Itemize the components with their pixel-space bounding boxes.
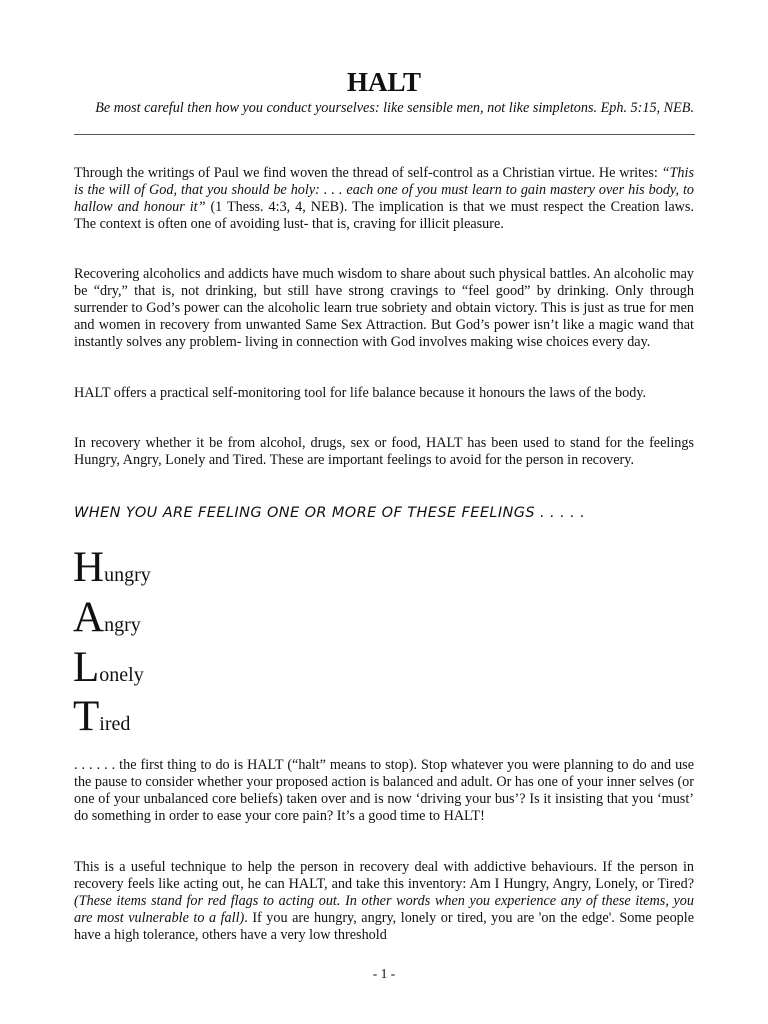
paragraph-3: HALT offers a practical self-monitoring tool for life balance because it honours the laws of the body. <box>74 385 647 401</box>
epigraph: Be most careful then how you conduct yourselves: like sensible men, not like simpletons. Eph. 5:15, NEB. <box>95 100 694 116</box>
acrostic-tired <box>73 693 130 741</box>
paragraph-6 <box>74 859 694 944</box>
paragraph-2: Recovering alcoholics and addicts have much wisdom to share about such physical battles. An alcoholic may be “dry,” that is, not drinking, but still have strong cravings to “feel good” by drinking. Only through surrender to God’s power can the alcoholic learn true sobriety and obtain victory. This is just as true for men and women in recovery from unwanted Same Sex Attraction. But God’s power isn’t like a magic wand that instantly solves any problem- living in connection with God involves making wise choices every day. <box>74 266 694 350</box>
page-number: - 1 - <box>372 966 396 981</box>
paragraph-6-italic: (These items stand for red flags to acting out. In other words when you experience any of these items, you are most vulnerable to a fall) <box>74 893 694 926</box>
acrostic-initial: L <box>73 644 100 691</box>
acrostic-initial: H <box>73 544 105 591</box>
acrostic-rest: ngry <box>104 614 141 636</box>
paragraph-1-text: Through the writings of Paul we find woven the thread of self-control as a Christian virtue. He writes: <box>74 165 662 181</box>
acrostic-lonely <box>73 644 144 692</box>
acrostic-angry <box>73 594 141 642</box>
acrostic-rest: ired <box>99 713 131 735</box>
paragraph-1-text-end: (1 Thess. 4:3, 4, NEB). The implication is that we must respect the Creation laws. The context is often one of avoiding lust- that is, craving for illicit pleasure. <box>74 199 694 232</box>
paragraph-6-text-end: . If you are hungry, angry, lonely or tired, you are 'on the edge'. Some people have a high tolerance, others have a very low threshold <box>74 910 694 943</box>
acrostic-hungry <box>73 544 151 592</box>
page-title: HALT <box>346 67 422 97</box>
acrostic-rest: ungry <box>104 564 151 586</box>
paragraph-5: . . . . . . the first thing to do is HALT (“halt” means to stop). Stop whatever you were planning to do and use the pause to consider whether your proposed action is balanced and adult. Or has one of your inner selves (or one of your unbalanced core beliefs) taken over and is now ‘driving your bus’? Is it insisting that you ‘must’ do something in order to ease your core pain? It’s a good time to HALT! <box>74 757 694 824</box>
paragraph-4: In recovery whether it be from alcohol, drugs, sex or food, HALT has been used to stand for the feelings Hungry, Angry, Lonely and Tired. These are important feelings to avoid for the person in recovery. <box>74 435 694 468</box>
acrostic-rest: onely <box>99 664 144 686</box>
acrostic-initial: T <box>73 693 100 740</box>
feelings-callout: WHEN YOU ARE FEELING ONE OR MORE OF THESE FEELINGS . . . . . <box>74 505 586 521</box>
paragraph-6-text: This is a useful technique to help the person in recovery deal with addictive behaviours. If the person in recovery feels like acting out, he can HALT, and take this inventory: Am I Hungry, Angry, Lonely, or Tired? <box>74 859 694 892</box>
acrostic-initial: A <box>73 594 105 641</box>
title-divider <box>74 134 695 135</box>
paragraph-1 <box>74 165 694 233</box>
paragraph-1-quote: “This is the will of God, that you should be holy: . . . each one of you must learn to gain mastery over his body, to hallow and honour it” <box>74 165 694 215</box>
